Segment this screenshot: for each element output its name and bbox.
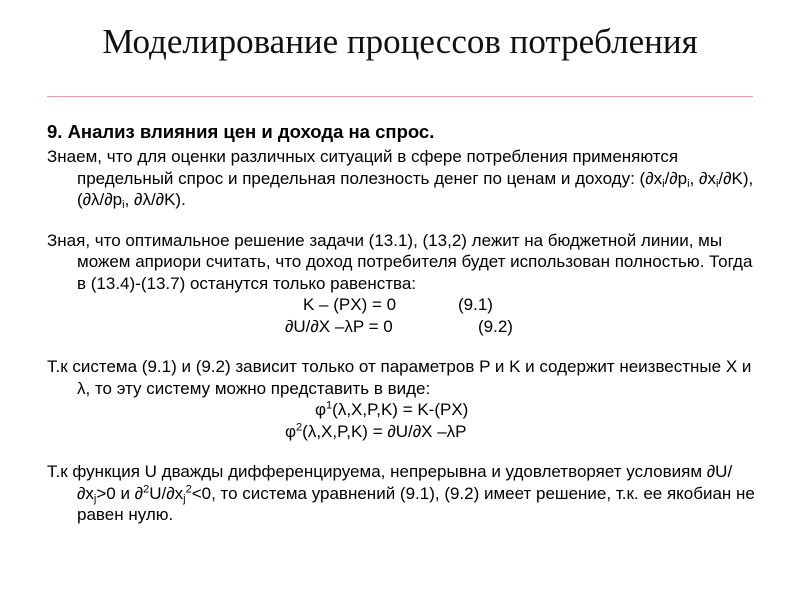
equation-9-1-expr: K – (PX) = 0 xyxy=(303,295,397,314)
section-heading: 9. Анализ влияния цен и дохода на спрос. xyxy=(47,121,435,142)
paragraph-marginal-demand: Знаем, что для оценки различных ситуаций в сфере потребления применяются предельный спрос и предельная полезность денег по ценам и доходу: ($\partial x_i/\partial p_i$, $\partial x_i/\partial K$), ($\partial\lambda/\partial p_i$, ∂λ/∂K). xyxy=(47,147,754,211)
paragraph-budget-line: Зная, что оптимальное решение задачи (13.1), (13,2) лежит на бюджетной линии, мы можем априори считать, что доход потребителя будет использован полностью. Тогда в (13.4)-(13.7) останутся только равенства: xyxy=(47,230,753,293)
paragraph-jacobian: Т.к функция U дважды дифференцируема, непрерывна и удовлетворяет условиям $\partial U/\partial x_j>0$ и $\partial^2U/\partial x_j^2<0$, то система уравнений (9.1), (9.2) имеет решение, т.к. ее якобиан не равен нулю. xyxy=(47,462,755,524)
equation-9-2-expr: ∂U/∂X –λP = 0 xyxy=(285,316,393,336)
equation-9-2 xyxy=(47,316,759,338)
equation-9-1-number: (9.1) xyxy=(458,295,493,314)
equation-9-2-number: (9.2) xyxy=(478,316,513,336)
slide-title: Моделирование процессов потребления xyxy=(102,22,698,61)
slide-body xyxy=(47,120,759,526)
paragraph-system: Т.к система (9.1) и (9.2) зависит только от параметров P и K и содержит неизвестные X и λ, то эту систему можно представить в виде: xyxy=(47,357,752,398)
equation-phi-2: $\varphi^2(\lambda,X,P,K) = \partial U/\partial X$ –λP xyxy=(285,420,467,441)
equation-9-1 xyxy=(47,294,759,316)
title-divider xyxy=(47,96,753,97)
equation-phi-1: $\varphi^1(\lambda,X,P,K) = K-(PX)$ xyxy=(315,399,469,419)
